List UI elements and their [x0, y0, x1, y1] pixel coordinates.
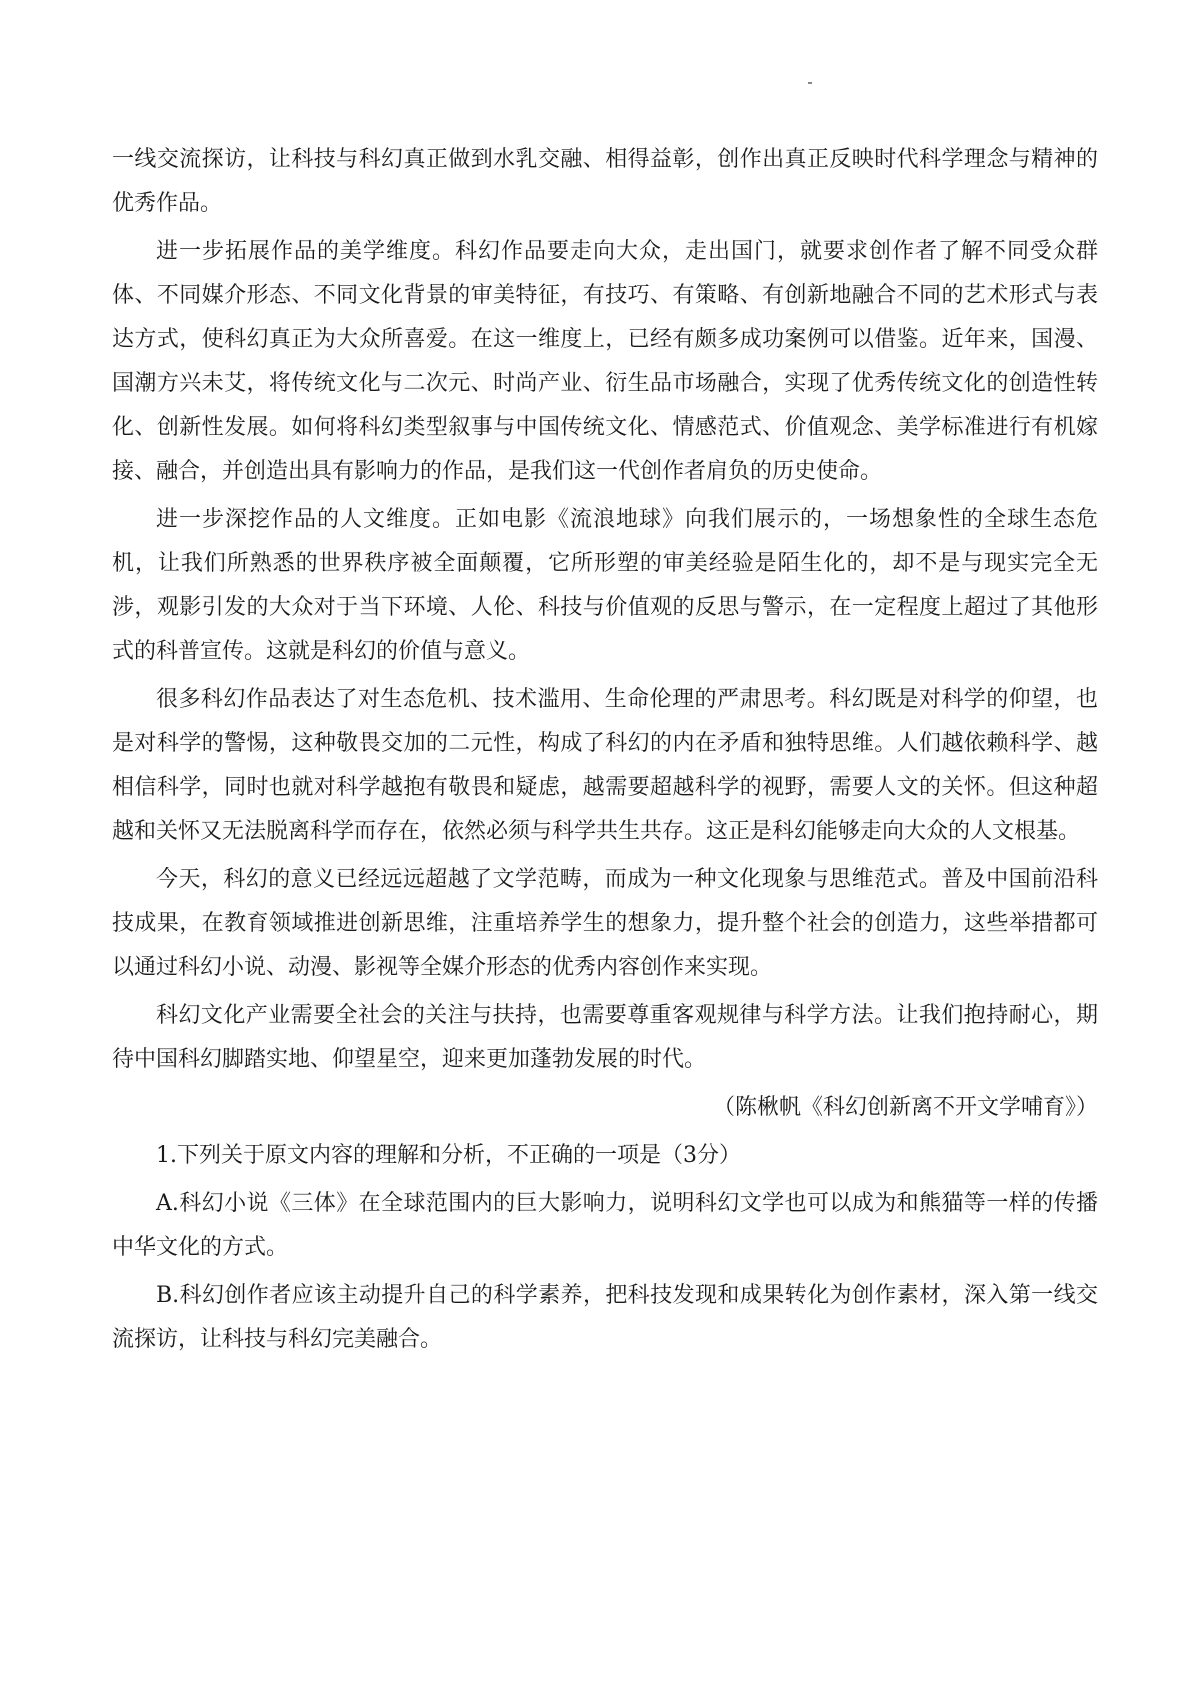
scan-dot: [808, 82, 812, 84]
paragraph-conclusion: 科幻文化产业需要全社会的关注与扶持，也需要尊重客观规律与科学方法。让我们抱持耐心，期待中国科幻脚踏实地、仰望星空，迎来更加蓬勃发展的时代。: [112, 1003, 1098, 1072]
document-page: [112, 138, 1098, 1362]
paragraph-ethics-reflection: 很多科幻作品表达了对生态危机、技术滥用、生命伦理的严肃思考。科幻既是对科学的仰望，也是对科学的警惕，这种敬畏交加的二元性，构成了科幻的内在矛盾和独特思维。人们越依赖科学、越相信科学，同时也就对科学越抱有敬畏和疑虑，越需要超越科学的视野，需要人文的关怀。但这种超越和关怀又无法脱离科学而存在，依然必须与科学共生共存。这正是科幻能够走向大众的人文根基。: [112, 687, 1098, 844]
paragraph-cultural-phenomenon: 今天，科幻的意义已经远远超越了文学范畴，而成为一种文化现象与思维范式。普及中国前沿科技成果，在教育领域推进创新思维，注重培养学生的想象力，提升整个社会的创造力，这些举措都可以通过科幻小说、动漫、影视等全媒介形态的优秀内容创作来实现。: [112, 867, 1098, 980]
paragraph-aesthetic-dimension: 进一步拓展作品的美学维度。科幻作品要走向大众，走出国门，就要求创作者了解不同受众群体、不同媒介形态、不同文化背景的审美特征，有技巧、有策略、有创新地融合不同的艺术形式与表达方式，使科幻真正为大众所喜爱。在这一维度上，已经有颇多成功案例可以借鉴。近年来，国漫、国潮方兴未艾，将传统文化与二次元、时尚产业、衍生品市场融合，实现了优秀传统文化的创造性转化、创新性发展。如何将科幻类型叙事与中国传统文化、情感范式、价值观念、美学标准进行有机嫁接、融合，并创造出具有影响力的作品，是我们这一代创作者肩负的历史使命。: [112, 239, 1098, 484]
question-option-b: B.科幻创作者应该主动提升自己的科学素养，把科技发现和成果转化为创作素材，深入第一线交流探访，让科技与科幻完美融合。: [112, 1283, 1098, 1352]
article-source: （陈楸帆《科幻创新离不开文学哺育》）: [712, 1095, 1098, 1120]
paragraph-humanistic-dimension: 进一步深挖作品的人文维度。正如电影《流浪地球》向我们展示的，一场想象性的全球生态危机，让我们所熟悉的世界秩序被全面颠覆，它所形塑的审美经验是陌生化的，却不是与现实完全无涉，观影引发的大众对于当下环境、人伦、科技与价值观的反思与警示，在一定程度上超过了其他形式的科普宣传。这就是科幻的价值与意义。: [112, 507, 1098, 664]
paragraph-continuation: 一线交流探访，让科技与科幻真正做到水乳交融、相得益彰，创作出真正反映时代科学理念与精神的优秀作品。: [112, 147, 1098, 216]
question-option-a: A.科幻小说《三体》在全球范围内的巨大影响力，说明科幻文学也可以成为和熊猫等一样的传播中华文化的方式。: [112, 1191, 1098, 1260]
question-stem: 1.下列关于原文内容的理解和分析，不正确的一项是（3分）: [156, 1143, 741, 1168]
